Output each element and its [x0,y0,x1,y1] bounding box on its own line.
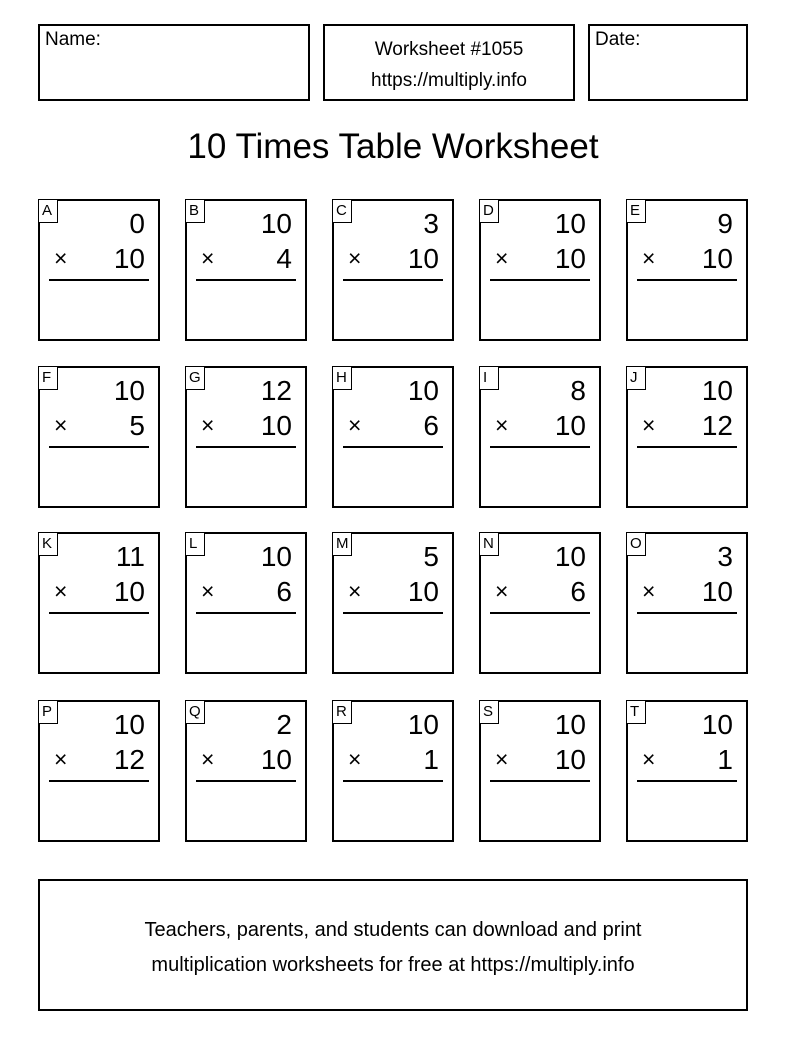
times-sign: × [201,578,215,604]
problem-card[interactable] [38,366,160,508]
multiplier: 10 [260,744,292,775]
problem-card[interactable] [332,700,454,842]
problem-letter: P [38,700,58,724]
times-sign: × [495,245,509,271]
problem-card[interactable] [38,199,160,341]
times-sign: × [348,412,362,438]
times-sign: × [642,578,656,604]
multiplier: 1 [423,744,439,775]
times-sign: × [495,746,509,772]
date-label: Date: [595,29,641,50]
times-sign: × [54,412,68,438]
name-field[interactable] [38,24,310,101]
problem-card[interactable] [479,366,601,508]
problem-card[interactable] [332,366,454,508]
problem-letter: H [332,366,352,390]
times-sign: × [642,245,656,271]
date-field[interactable] [588,24,748,101]
footer-line-2: multiplication worksheets for free at https://multiply.info [151,954,635,976]
multiplicand: 10 [260,541,292,572]
multiplicand: 10 [554,208,586,239]
problem-letter: B [185,199,205,223]
name-label: Name: [45,29,101,50]
problem-letter: T [626,700,646,724]
multiplicand: 8 [570,375,586,406]
multiplier: 10 [701,243,733,274]
problem-letter: J [626,366,646,390]
worksheet-info-box [323,24,575,101]
answer-line [196,612,296,614]
problem-card[interactable] [185,366,307,508]
times-sign: × [348,746,362,772]
problem-card[interactable] [626,199,748,341]
times-sign: × [348,578,362,604]
multiplier: 12 [113,744,145,775]
answer-line [343,279,443,281]
multiplier: 10 [113,243,145,274]
problem-card[interactable] [332,532,454,674]
problem-card[interactable] [479,700,601,842]
problem-card[interactable] [185,199,307,341]
problem-card[interactable] [38,700,160,842]
times-sign: × [201,245,215,271]
multiplicand: 10 [113,709,145,740]
multiplier: 4 [276,243,292,274]
problem-letter: N [479,532,499,556]
problem-letter: G [185,366,205,390]
times-sign: × [348,245,362,271]
multiplicand: 10 [407,709,439,740]
multiplier: 5 [129,410,145,441]
multiplier: 6 [570,576,586,607]
problem-letter: R [332,700,352,724]
answer-line [196,780,296,782]
multiplicand: 10 [701,375,733,406]
worksheet-number: Worksheet #1055 [374,39,524,60]
footer-box [38,879,748,1011]
problem-card[interactable] [185,532,307,674]
multiplicand: 9 [717,208,733,239]
multiplicand: 12 [260,375,292,406]
problem-card[interactable] [38,532,160,674]
problem-card[interactable] [626,532,748,674]
times-sign: × [495,578,509,604]
multiplier: 10 [701,576,733,607]
multiplicand: 10 [407,375,439,406]
times-sign: × [54,746,68,772]
problem-letter: L [185,532,205,556]
multiplicand: 10 [701,709,733,740]
times-sign: × [54,245,68,271]
problem-card[interactable] [626,700,748,842]
page-title: 10 Times Table Worksheet [187,127,599,166]
multiplicand: 10 [113,375,145,406]
multiplier: 10 [554,410,586,441]
multiplicand: 5 [423,541,439,572]
answer-line [637,612,737,614]
multiplicand: 11 [115,541,145,572]
answer-line [490,279,590,281]
answer-line [343,612,443,614]
multiplicand: 2 [276,709,292,740]
answer-line [637,279,737,281]
answer-line [637,446,737,448]
multiplier: 1 [717,744,733,775]
problem-card[interactable] [626,366,748,508]
multiplicand: 3 [423,208,439,239]
answer-line [196,446,296,448]
problem-card[interactable] [332,199,454,341]
footer-line-1: Teachers, parents, and students can download and print [144,919,642,941]
problem-letter: Q [185,700,205,724]
multiplier: 6 [423,410,439,441]
multiplier: 6 [276,576,292,607]
answer-line [49,279,149,281]
answer-line [49,780,149,782]
problem-letter: A [38,199,58,223]
multiplier: 10 [113,576,145,607]
multiplier: 10 [554,243,586,274]
problem-letter: S [479,700,499,724]
times-sign: × [54,578,68,604]
answer-line [343,780,443,782]
multiplier: 10 [260,410,292,441]
answer-line [49,612,149,614]
multiplier: 12 [701,410,733,441]
times-sign: × [201,412,215,438]
answer-line [490,612,590,614]
problem-letter: D [479,199,499,223]
answer-line [196,279,296,281]
answer-line [490,446,590,448]
answer-line [637,780,737,782]
problem-card[interactable] [479,199,601,341]
multiplier: 10 [554,744,586,775]
problem-letter: F [38,366,58,390]
multiplier: 10 [407,243,439,274]
problem-letter: O [626,532,646,556]
times-sign: × [495,412,509,438]
problem-card[interactable] [185,700,307,842]
problem-card[interactable] [479,532,601,674]
multiplicand: 10 [260,208,292,239]
multiplicand: 10 [554,709,586,740]
answer-line [343,446,443,448]
times-sign: × [642,746,656,772]
problem-letter: K [38,532,58,556]
problem-letter: C [332,199,352,223]
times-sign: × [201,746,215,772]
answer-line [490,780,590,782]
multiplicand: 10 [554,541,586,572]
multiplicand: 3 [717,541,733,572]
multiplier: 10 [407,576,439,607]
problem-letter: M [332,532,352,556]
problem-letter: I [479,366,499,390]
answer-line [49,446,149,448]
multiplicand: 0 [129,208,145,239]
problem-letter: E [626,199,646,223]
times-sign: × [642,412,656,438]
website-link[interactable]: https://multiply.info [371,70,527,91]
